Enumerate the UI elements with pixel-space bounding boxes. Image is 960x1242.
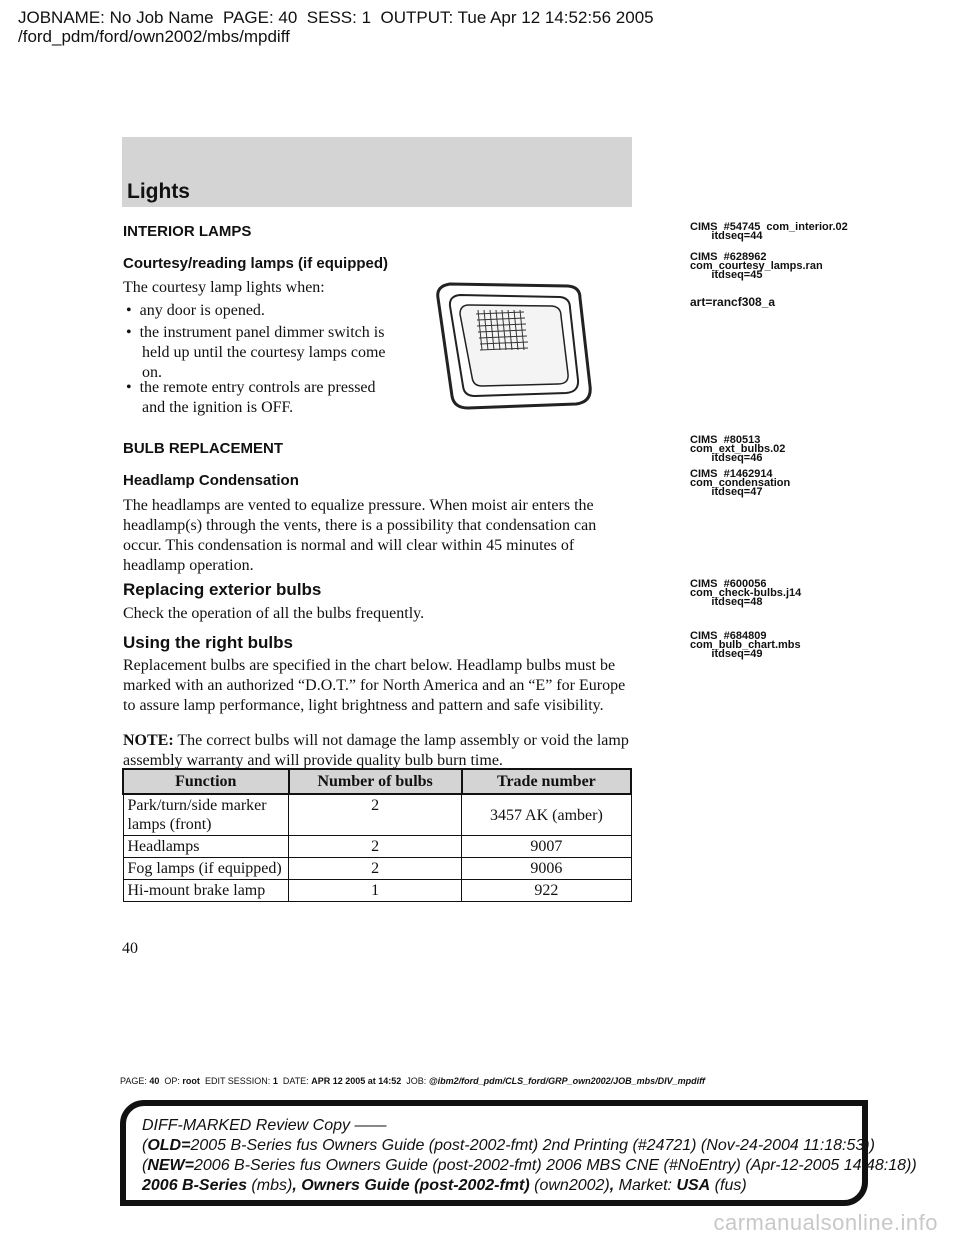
diff-title: DIFF-MARKED Review Copy —— [142,1117,387,1134]
cims-annotation: CIMS #54745 com_interior.02 itdseq=44 [690,221,848,242]
page-number: 40 [122,940,138,957]
bulb-replacement-heading: BULB REPLACEMENT [123,440,283,457]
condensation-paragraph: The headlamps are vented to equalize pressure. When moist air enters the headlamp(s) through the vents, there is a possibility that condensation can occur. This condensation is normal and will clear within 45 minutes of headlamp operation. [123,497,597,574]
replacing-exterior-bulbs-heading: Replacing exterior bulbs [123,580,322,599]
bulb-chart-table [122,768,632,902]
table-cell: Hi-mount brake lamp [123,880,289,902]
table-cell: 922 [462,880,631,902]
table-cell: 1 [289,880,462,902]
diff-market: USA [676,1177,711,1194]
column-header: Number of bulbs [289,769,462,794]
bullet-item: • the remote entry controls are pressed and the ignition is OFF. [126,379,376,416]
section-title-bar [122,137,632,207]
diff-new-line: (NEW=2006 B-Series fus Owners Guide (post-2002-fmt) 2006 MBS CNE (#NoEntry) (Apr-12-2005 14:48:18)) [142,1157,917,1174]
interior-lamps-heading: INTERIOR LAMPS [123,223,252,240]
diff-old-line: (OLD=2005 B-Series fus Owners Guide (post-2002-fmt) 2nd Printing (#24721) (Nov-24-2004 11:18:53)) [142,1137,875,1154]
diff-new-label: NEW= [147,1157,194,1174]
footer-value: root [182,1076,200,1086]
right-bulbs-paragraph: Replacement bulbs are specified in the chart below. Headlamp bulbs must be marked with an authorized “D.O.T.” for North America and an “E” for Europe to assure lamp performance, light brightness and pattern and safe visibility. [123,657,626,714]
diff-guide: Owners Guide (post-2002-fmt) [301,1177,530,1194]
diff-product-code: (mbs) [251,1177,293,1194]
table-row [123,858,631,880]
footer-metadata [120,1076,705,1086]
diff-review-box [120,1100,917,1206]
table-row [123,836,631,858]
bullet-text: any door is opened. [139,302,265,319]
using-right-bulbs-heading: Using the right bulbs [123,633,293,652]
diff-market-label: Market: [618,1177,672,1194]
table-cell: 3457 AK (amber) [462,794,631,836]
diff-new-text: 2006 B-Series fus Owners Guide (post-2002-fmt) 2006 MBS CNE (#NoEntry) (Apr-12-2005 14:48:18)) [194,1157,917,1174]
cims-annotation: CIMS #1462914 com_condensation itdseq=47 [690,468,791,498]
footer-value: APR 12 2005 at 14:52 [311,1076,402,1086]
diff-product-line: 2006 B-Series (mbs), Owners Guide (post-2002-fmt) (own2002), Market: USA (fus) [142,1177,747,1194]
table-cell: Headlamps [123,836,289,858]
column-header: Function [123,769,289,794]
table-cell: 2 [289,794,462,836]
exterior-bulbs-paragraph: Check the operation of all the bulbs frequently. [123,605,425,622]
bullet-item: • the instrument panel dimmer switch is held up until the courtesy lamps come on. [126,324,386,381]
cims-annotation: CIMS #80513 com_ext_bulbs.02 itdseq=46 [690,434,786,464]
cims-annotation: CIMS #684809 com_bulb_chart.mbs itdseq=49 [690,630,801,660]
courtesy-intro: The courtesy lamp lights when: [123,279,325,296]
job-header [18,8,654,46]
table-cell: Fog lamps (if equipped) [123,858,289,880]
diff-market-code: (fus) [714,1177,747,1194]
note-paragraph [123,731,633,771]
headlamp-condensation-heading: Headlamp Condensation [123,472,299,489]
diff-guide-code: (own2002) [534,1177,610,1194]
table-cell: 9007 [462,836,631,858]
diff-old-text: 2005 B-Series fus Owners Guide (post-2002-fmt) 2nd Printing (#24721) (Nov-24-2004 11:18:53)) [190,1137,875,1154]
note-label: NOTE: [123,732,174,749]
table-cell: Park/turn/side marker lamps (front) [123,794,289,836]
table-cell: 2 [289,858,462,880]
courtesy-lamps-heading: Courtesy/reading lamps (if equipped) [123,255,389,272]
bullet-item: • any door is opened. [126,302,265,319]
diff-old-label: OLD= [147,1137,191,1154]
column-header: Trade number [462,769,631,794]
courtesy-lamp-illustration [420,268,610,418]
footer-label: JOB: [406,1076,427,1086]
cims-annotation: CIMS #600056 com_check-bulbs.j14 itdseq=48 [690,578,802,608]
table-row [123,794,631,836]
footer-value: 1 [272,1076,278,1086]
table-cell: 2 [289,836,462,858]
job-header-line2: /ford_pdm/ford/own2002/mbs/mpdiff [18,27,290,46]
footer-label: DATE: [282,1076,309,1086]
section-title: Lights [127,180,190,203]
footer-value: 40 [149,1076,160,1086]
footer-label: OP: [164,1076,180,1086]
footer-value: @ibm2/ford_pdm/CLS_ford/GRP_own2002/JOB_mbs/DIV_mpdiff [428,1076,705,1086]
job-header-line1: JOBNAME: No Job Name PAGE: 40 SESS: 1 OUTPUT: Tue Apr 12 14:52:56 2005 [18,8,654,27]
footer-label: PAGE: [120,1076,147,1086]
footer-label: EDIT SESSION: [204,1076,271,1086]
cims-annotation: CIMS #628962 com_courtesy_lamps.ran itdseq=45 [690,251,823,281]
art-reference: art=rancf308_a [690,295,776,309]
diff-product: 2006 B-Series [142,1177,247,1194]
table-header-row [123,769,631,794]
watermark-text: carmanualsonline.info [713,1210,938,1235]
bullet-text: the remote entry controls are pressed and the ignition is OFF. [139,379,376,416]
table-cell: 9006 [462,858,631,880]
bullet-text: the instrument panel dimmer switch is held up until the courtesy lamps come on. [139,324,386,381]
note-text: The correct bulbs will not damage the lamp assembly or void the lamp assembly warranty and will provide quality bulb burn time. [123,732,629,769]
table-row [123,880,631,902]
